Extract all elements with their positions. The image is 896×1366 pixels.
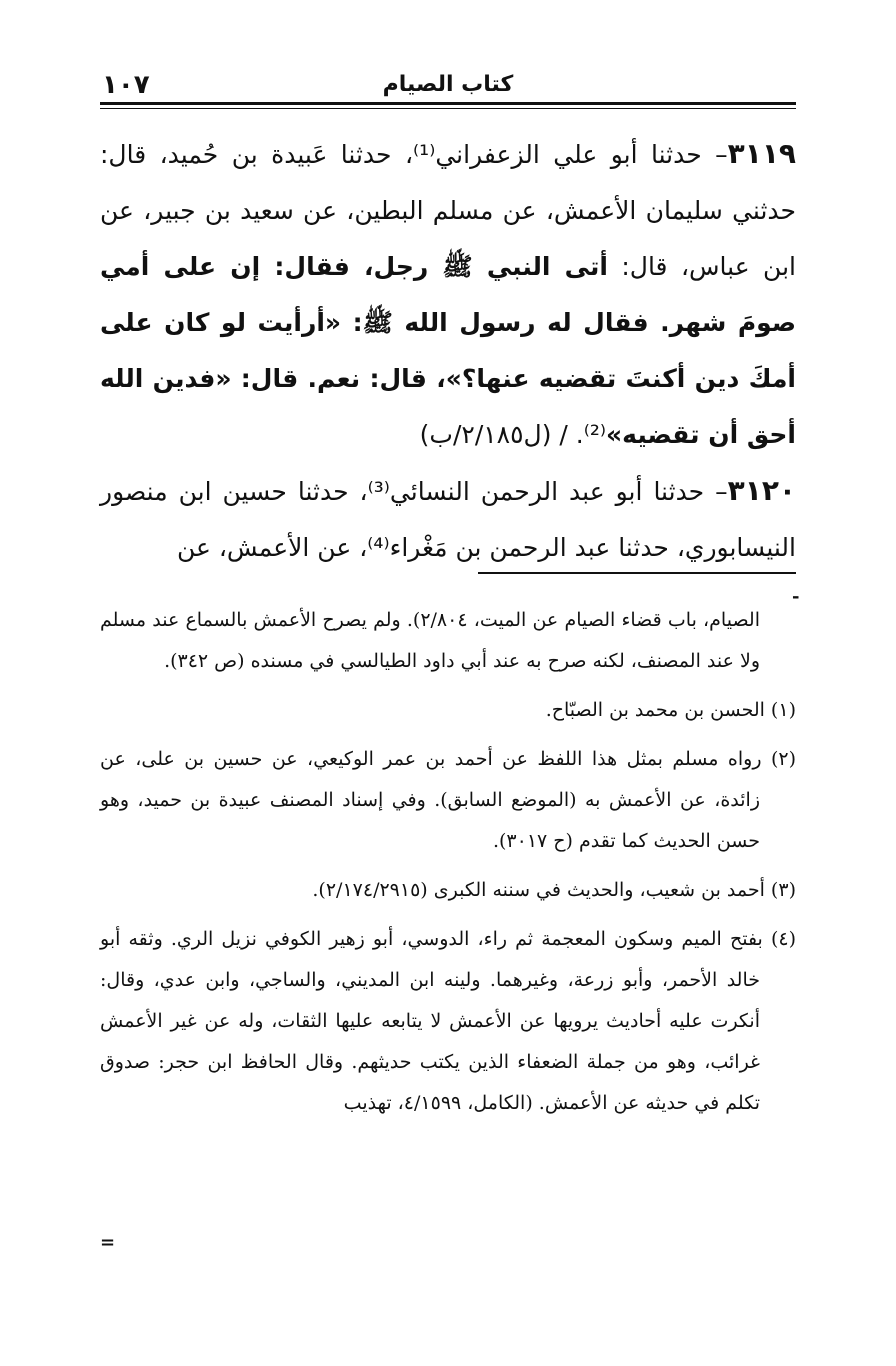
footnote-continuation: الصيام، باب قضاء الصيام عن الميت، ٢/٨٠٤). ولم يصرح الأعمش بالسماع عند مسلم ولا عند المصنف، لكنه صرح به عند أبي داود الطيالسي في مسنده (ص ٣٤٢). — [100, 609, 760, 672]
footnotes — [100, 600, 796, 1124]
header-rule-thick — [100, 102, 796, 105]
continued-mark: = — [100, 1232, 116, 1253]
hadith-isnad: – حدثنا أبو علي الزعفراني⁽¹⁾، حدثنا عَبيدة بن حُميد، قال: حدثني سليمان الأعمش، عن مسلم البطين، عن سعيد بن جبير، عن ابن عباس، قال: — [100, 140, 796, 281]
hadith-tail: ⁽²⁾. / (ل٢/١٨٥/ب) — [419, 420, 607, 449]
footnote-3: (٣) أحمد بن شعيب، والحديث في سننه الكبرى (٢/١٧٤/٢٩١٥). — [312, 879, 796, 901]
header-rule-thin — [100, 108, 796, 109]
hadith-3119 — [100, 126, 796, 463]
page-number: ١٠٧ — [102, 70, 150, 100]
hadith-matn: أتى النبي ﷺ رجل، فقال: إن على أمي صومَ شهر. فقال له رسول الله ﷺ: «أرأيت لو كان على أمكَ دين أكنتَ تقضيه عنها؟»، قال: نعم. قال: «فدين الله أحق أن تقضيه» — [100, 252, 796, 449]
hadith-number: ٣١٢٠ — [727, 474, 796, 507]
footnote-1: (١) الحسن بن محمد بن الصبّاح. — [545, 699, 796, 721]
main-text — [100, 126, 796, 576]
footnote-2: (٢) رواه مسلم بمثل هذا اللفظ عن أحمد بن عمر الوكيعي، عن حسين بن على، عن زائدة، عن الأعمش به (الموضع السابق). وفي إسناد المصنف عبيدة بن حميد، وهو حسن الحديث كما تقدم (ح ٣٠١٧). — [100, 748, 797, 852]
hadith-number: ٣١١٩ — [727, 137, 796, 170]
continuation-mark: - — [792, 586, 800, 607]
hadith-text: – حدثنا أبو عبد الرحمن النسائي⁽³⁾، حدثنا حسين ابن منصور النيسابوري، حدثنا عبد الرحمن بن مَغْراء⁽⁴⁾، عن الأعمش، عن — [100, 477, 796, 562]
footnote-4: (٤) بفتح الميم وسكون المعجمة ثم راء، الدوسي، أبو زهير الكوفي نزيل الري. وثقه أبو خالد الأحمر، وأبو زرعة، وغيرهما. ولينه ابن المديني، والساجي، وابن عدي، وقال: أنكرت عليه أحاديث يرويها عن الأعمش لا يتابعه عليها الثقات، وله عن غير الأعمش غرائب، وهو من جملة الضعفاء الذين يكتب حديثهم. وقال الحافظ ابن حجر: صدوق تكلم في حديثه عن الأعمش. (الكامل، ٤/١٥٩٩، تهذيب — [100, 928, 796, 1114]
footnote-separator — [478, 572, 796, 574]
hadith-3120 — [100, 463, 796, 576]
page-header — [100, 72, 796, 98]
book-title: كتاب الصيام — [382, 72, 514, 97]
